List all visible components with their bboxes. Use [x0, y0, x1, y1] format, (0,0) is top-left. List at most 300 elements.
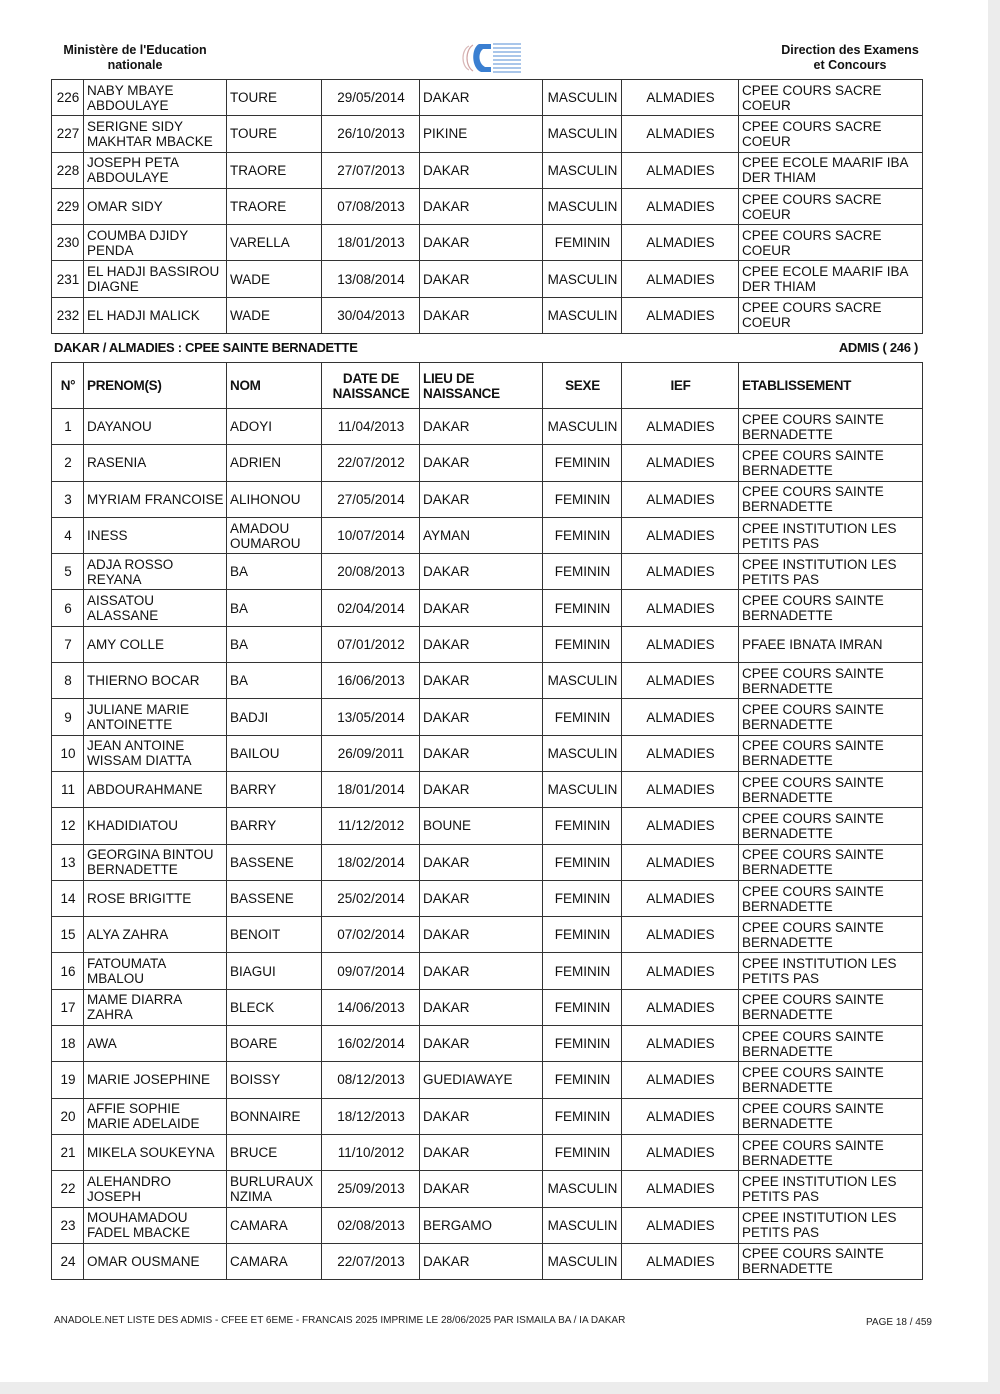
cell-number: 23	[52, 1207, 84, 1243]
cell-sexe: FEMININ	[543, 808, 622, 844]
cell-nom: ADOYI	[227, 409, 322, 445]
cell-lieu: DAKAR	[420, 481, 543, 517]
cell-sexe: MASCULIN	[543, 1243, 622, 1279]
cell-lieu: DAKAR	[420, 297, 543, 333]
cell-number: 20	[52, 1098, 84, 1134]
cell-etab: CPEE ECOLE MAARIF IBA DER THIAM	[739, 152, 923, 188]
cell-prenom: MIKELA SOUKEYNA	[84, 1134, 227, 1170]
cell-date: 02/08/2013	[322, 1207, 420, 1243]
cell-date: 30/04/2013	[322, 297, 420, 333]
table-row	[52, 1134, 923, 1170]
cell-date: 09/07/2014	[322, 953, 420, 989]
footer-print-info: ANADOLE.NET LISTE DES ADMIS - CFEE ET 6EME - FRANCAIS 2025 IMPRIME LE 28/06/2025 PAR ISMAILA BA / IA DAKAR	[54, 1315, 626, 1326]
cell-etab: CPEE COURS SACRE COEUR	[739, 225, 923, 261]
cell-sexe: FEMININ	[543, 917, 622, 953]
cell-date: 10/07/2014	[322, 517, 420, 553]
cell-prenom: OMAR SIDY	[84, 188, 227, 224]
cell-date: 13/05/2014	[322, 699, 420, 735]
ministry-header	[50, 43, 220, 73]
direction-header	[770, 43, 930, 73]
cell-etab: CPEE COURS SAINTE BERNADETTE	[739, 844, 923, 880]
cell-sexe: MASCULIN	[543, 663, 622, 699]
cell-prenom: MOUHAMADOU FADEL MBACKE	[84, 1207, 227, 1243]
cell-prenom: RASENIA	[84, 445, 227, 481]
table-row	[52, 953, 923, 989]
cell-number: 230	[52, 225, 84, 261]
cell-prenom: OMAR OUSMANE	[84, 1243, 227, 1279]
cell-prenom: ADJA ROSSO REYANA	[84, 554, 227, 590]
cell-ief: ALMADIES	[622, 517, 739, 553]
cell-prenom: EL HADJI MALICK	[84, 297, 227, 333]
cell-ief: ALMADIES	[622, 590, 739, 626]
cell-ief: ALMADIES	[622, 554, 739, 590]
cell-date: 25/02/2014	[322, 880, 420, 916]
cell-number: 21	[52, 1134, 84, 1170]
cell-prenom: ROSE BRIGITTE	[84, 880, 227, 916]
cell-ief: ALMADIES	[622, 626, 739, 662]
cell-lieu: DAKAR	[420, 152, 543, 188]
table-row	[52, 152, 923, 188]
table-row	[52, 808, 923, 844]
cell-date: 26/10/2013	[322, 116, 420, 152]
table-row	[52, 989, 923, 1025]
cell-lieu: DAKAR	[420, 188, 543, 224]
cell-number: 3	[52, 481, 84, 517]
table-row	[52, 188, 923, 224]
table-row	[52, 445, 923, 481]
cell-etab: CPEE COURS SAINTE BERNADETTE	[739, 735, 923, 771]
cell-etab: CPEE COURS SAINTE BERNADETTE	[739, 771, 923, 807]
results-table	[51, 362, 923, 1280]
col-header-ief: IEF	[622, 363, 739, 409]
cell-lieu: DAKAR	[420, 590, 543, 626]
cell-lieu: BERGAMO	[420, 1207, 543, 1243]
cell-nom: CAMARA	[227, 1207, 322, 1243]
cell-number: 229	[52, 188, 84, 224]
cell-etab: CPEE COURS SAINTE BERNADETTE	[739, 1026, 923, 1062]
cell-sexe: FEMININ	[543, 1134, 622, 1170]
cell-sexe: FEMININ	[543, 225, 622, 261]
cell-nom: BA	[227, 554, 322, 590]
cell-etab: CPEE COURS SAINTE BERNADETTE	[739, 808, 923, 844]
cell-nom: BOARE	[227, 1026, 322, 1062]
cell-prenom: SERIGNE SIDY MAKHTAR MBACKE	[84, 116, 227, 152]
cell-sexe: MASCULIN	[543, 188, 622, 224]
cell-nom: BARRY	[227, 771, 322, 807]
cell-sexe: MASCULIN	[543, 1207, 622, 1243]
cell-prenom: AFFIE SOPHIE MARIE ADELAIDE	[84, 1098, 227, 1134]
table-row	[52, 116, 923, 152]
cell-ief: ALMADIES	[622, 1134, 739, 1170]
cell-number: 232	[52, 297, 84, 333]
cell-ief: ALMADIES	[622, 1207, 739, 1243]
cell-ief: ALMADIES	[622, 225, 739, 261]
cell-prenom: JEAN ANTOINE WISSAM DIATTA	[84, 735, 227, 771]
cell-etab: CPEE COURS SAINTE BERNADETTE	[739, 445, 923, 481]
cell-nom: BADJI	[227, 699, 322, 735]
cell-sexe: MASCULIN	[543, 735, 622, 771]
cell-etab: CPEE COURS SACRE COEUR	[739, 80, 923, 116]
cell-prenom: FATOUMATA MBALOU	[84, 953, 227, 989]
cell-prenom: MYRIAM FRANCOISE	[84, 481, 227, 517]
cell-lieu: DAKAR	[420, 409, 543, 445]
cell-number: 231	[52, 261, 84, 297]
cell-sexe: FEMININ	[543, 481, 622, 517]
cell-date: 11/04/2013	[322, 409, 420, 445]
table-row	[52, 1171, 923, 1207]
cell-lieu: DAKAR	[420, 445, 543, 481]
cell-ief: ALMADIES	[622, 1243, 739, 1279]
cell-etab: CPEE COURS SACRE COEUR	[739, 297, 923, 333]
cell-number: 9	[52, 699, 84, 735]
cell-etab: CPEE ECOLE MAARIF IBA DER THIAM	[739, 261, 923, 297]
cell-etab: CPEE COURS SAINTE BERNADETTE	[739, 1134, 923, 1170]
cell-date: 08/12/2013	[322, 1062, 420, 1098]
cell-ief: ALMADIES	[622, 152, 739, 188]
table-row	[52, 663, 923, 699]
cell-nom: BONNAIRE	[227, 1098, 322, 1134]
table-row	[52, 699, 923, 735]
direction-line-1: Direction des Examens	[781, 43, 919, 57]
cell-nom: BARRY	[227, 808, 322, 844]
cell-etab: CPEE INSTITUTION LES PETITS PAS	[739, 1207, 923, 1243]
cell-date: 18/01/2014	[322, 771, 420, 807]
cell-ief: ALMADIES	[622, 735, 739, 771]
col-header-nom: NOM	[227, 363, 322, 409]
cell-lieu: BOUNE	[420, 808, 543, 844]
cell-nom: CAMARA	[227, 1243, 322, 1279]
cell-ief: ALMADIES	[622, 116, 739, 152]
cell-nom: BOISSY	[227, 1062, 322, 1098]
cell-prenom: ALEHANDRO JOSEPH	[84, 1171, 227, 1207]
cell-nom: VARELLA	[227, 225, 322, 261]
cell-ief: ALMADIES	[622, 188, 739, 224]
cell-etab: CPEE INSTITUTION LES PETITS PAS	[739, 953, 923, 989]
cell-date: 13/08/2014	[322, 261, 420, 297]
cell-etab: CPEE COURS SAINTE BERNADETTE	[739, 663, 923, 699]
table-row	[52, 409, 923, 445]
cell-ief: ALMADIES	[622, 481, 739, 517]
cell-prenom: ABDOURAHMANE	[84, 771, 227, 807]
cell-sexe: FEMININ	[543, 1062, 622, 1098]
table-row	[52, 880, 923, 916]
table-row	[52, 261, 923, 297]
cell-nom: TRAORE	[227, 188, 322, 224]
cell-prenom: MARIE JOSEPHINE	[84, 1062, 227, 1098]
cell-nom: WADE	[227, 297, 322, 333]
cell-ief: ALMADIES	[622, 297, 739, 333]
page-number: PAGE 18 / 459	[866, 1317, 932, 1328]
table-row	[52, 554, 923, 590]
table-row	[52, 225, 923, 261]
cell-number: 6	[52, 590, 84, 626]
cell-nom: BURLURAUX NZIMA	[227, 1171, 322, 1207]
cell-lieu: DAKAR	[420, 953, 543, 989]
ministry-line-2: nationale	[107, 58, 163, 72]
cell-lieu: DAKAR	[420, 626, 543, 662]
cell-number: 12	[52, 808, 84, 844]
cell-sexe: MASCULIN	[543, 152, 622, 188]
cell-sexe: MASCULIN	[543, 771, 622, 807]
cell-ief: ALMADIES	[622, 844, 739, 880]
cell-prenom: NABY MBAYE ABDOULAYE	[84, 80, 227, 116]
cell-ief: ALMADIES	[622, 1098, 739, 1134]
cell-lieu: DAKAR	[420, 880, 543, 916]
cell-etab: CPEE COURS SAINTE BERNADETTE	[739, 989, 923, 1025]
cell-lieu: DAKAR	[420, 1134, 543, 1170]
cell-etab: PFAEE IBNATA IMRAN	[739, 626, 923, 662]
cell-sexe: FEMININ	[543, 626, 622, 662]
cell-lieu: DAKAR	[420, 1098, 543, 1134]
cell-nom: BLECK	[227, 989, 322, 1025]
cell-date: 07/08/2013	[322, 188, 420, 224]
cell-date: 26/09/2011	[322, 735, 420, 771]
cell-ief: ALMADIES	[622, 989, 739, 1025]
cell-ief: ALMADIES	[622, 1062, 739, 1098]
cell-lieu: DAKAR	[420, 1171, 543, 1207]
cell-date: 16/06/2013	[322, 663, 420, 699]
cell-prenom: GEORGINA BINTOU BERNADETTE	[84, 844, 227, 880]
cell-lieu: DAKAR	[420, 1026, 543, 1062]
cell-sexe: FEMININ	[543, 1026, 622, 1062]
cell-lieu: DAKAR	[420, 771, 543, 807]
cell-etab: CPEE COURS SAINTE BERNADETTE	[739, 699, 923, 735]
cell-ief: ALMADIES	[622, 771, 739, 807]
ministry-line-1: Ministère de l'Education	[63, 43, 207, 57]
cell-ief: ALMADIES	[622, 663, 739, 699]
cell-ief: ALMADIES	[622, 445, 739, 481]
cell-number: 17	[52, 989, 84, 1025]
col-header-date: DATE DE NAISSANCE	[322, 363, 420, 409]
cell-number: 11	[52, 771, 84, 807]
col-header-sexe: SEXE	[543, 363, 622, 409]
cell-date: 27/07/2013	[322, 152, 420, 188]
cell-etab: CPEE COURS SAINTE BERNADETTE	[739, 590, 923, 626]
cell-etab: CPEE COURS SACRE COEUR	[739, 116, 923, 152]
cell-prenom: JULIANE MARIE ANTOINETTE	[84, 699, 227, 735]
table-row	[52, 771, 923, 807]
cell-date: 20/08/2013	[322, 554, 420, 590]
cell-ief: ALMADIES	[622, 80, 739, 116]
cell-number: 4	[52, 517, 84, 553]
cell-nom: BASSENE	[227, 880, 322, 916]
cell-ief: ALMADIES	[622, 1026, 739, 1062]
cell-sexe: FEMININ	[543, 1098, 622, 1134]
cell-prenom: ALYA ZAHRA	[84, 917, 227, 953]
cell-number: 5	[52, 554, 84, 590]
cell-prenom: COUMBA DJIDY PENDA	[84, 225, 227, 261]
cell-lieu: DAKAR	[420, 225, 543, 261]
cell-nom: BA	[227, 663, 322, 699]
cell-ief: ALMADIES	[622, 1171, 739, 1207]
cell-date: 18/01/2013	[322, 225, 420, 261]
cell-number: 24	[52, 1243, 84, 1279]
cell-prenom: JOSEPH PETA ABDOULAYE	[84, 152, 227, 188]
table-row	[52, 1207, 923, 1243]
cell-prenom: EL HADJI BASSIROU DIAGNE	[84, 261, 227, 297]
cell-lieu: DAKAR	[420, 844, 543, 880]
cell-etab: CPEE COURS SAINTE BERNADETTE	[739, 880, 923, 916]
table-row	[52, 844, 923, 880]
cell-sexe: FEMININ	[543, 445, 622, 481]
cell-lieu: DAKAR	[420, 261, 543, 297]
cell-lieu: DAKAR	[420, 735, 543, 771]
cell-sexe: FEMININ	[543, 590, 622, 626]
table-header-row	[52, 363, 923, 409]
cell-lieu: DAKAR	[420, 917, 543, 953]
cell-number: 15	[52, 917, 84, 953]
section-title: DAKAR / ALMADIES : CPEE SAINTE BERNADETTE	[54, 340, 358, 355]
cell-sexe: FEMININ	[543, 699, 622, 735]
continued-results-table	[51, 79, 923, 334]
cell-nom: TRAORE	[227, 152, 322, 188]
table-row	[52, 80, 923, 116]
cell-date: 16/02/2014	[322, 1026, 420, 1062]
cell-ief: ALMADIES	[622, 880, 739, 916]
cell-lieu: DAKAR	[420, 1243, 543, 1279]
cell-date: 07/02/2014	[322, 917, 420, 953]
cell-lieu: GUEDIAWAYE	[420, 1062, 543, 1098]
cell-nom: TOURE	[227, 80, 322, 116]
cell-etab: CPEE COURS SAINTE BERNADETTE	[739, 1243, 923, 1279]
cell-sexe: MASCULIN	[543, 1171, 622, 1207]
cell-sexe: FEMININ	[543, 554, 622, 590]
cell-date: 11/12/2012	[322, 808, 420, 844]
cell-sexe: MASCULIN	[543, 80, 622, 116]
cell-etab: CPEE INSTITUTION LES PETITS PAS	[739, 1171, 923, 1207]
cell-ief: ALMADIES	[622, 953, 739, 989]
cell-lieu: PIKINE	[420, 116, 543, 152]
cell-sexe: MASCULIN	[543, 116, 622, 152]
cell-ief: ALMADIES	[622, 261, 739, 297]
cell-prenom: AISSATOU ALASSANE	[84, 590, 227, 626]
cell-nom: BRUCE	[227, 1134, 322, 1170]
cell-lieu: DAKAR	[420, 80, 543, 116]
col-header-n: N°	[52, 363, 84, 409]
cell-number: 18	[52, 1026, 84, 1062]
cell-nom: AMADOU OUMAROU	[227, 517, 322, 553]
cell-date: 07/01/2012	[322, 626, 420, 662]
cell-nom: BAILOU	[227, 735, 322, 771]
cell-etab: CPEE COURS SAINTE BERNADETTE	[739, 409, 923, 445]
cell-sexe: FEMININ	[543, 953, 622, 989]
cell-number: 13	[52, 844, 84, 880]
cell-nom: ALIHONOU	[227, 481, 322, 517]
cell-date: 02/04/2014	[322, 590, 420, 626]
table-row	[52, 917, 923, 953]
col-header-lieu: LIEU DE NAISSANCE	[420, 363, 543, 409]
cell-number: 227	[52, 116, 84, 152]
table-row	[52, 297, 923, 333]
cell-number: 1	[52, 409, 84, 445]
cell-prenom: MAME DIARRA ZAHRA	[84, 989, 227, 1025]
table-row	[52, 481, 923, 517]
cell-number: 226	[52, 80, 84, 116]
cell-prenom: THIERNO BOCAR	[84, 663, 227, 699]
cell-date: 18/02/2014	[322, 844, 420, 880]
cell-sexe: FEMININ	[543, 989, 622, 1025]
cell-ief: ALMADIES	[622, 808, 739, 844]
cell-date: 27/05/2014	[322, 481, 420, 517]
cell-sexe: FEMININ	[543, 844, 622, 880]
cell-number: 16	[52, 953, 84, 989]
cell-prenom: DAYANOU	[84, 409, 227, 445]
cell-sexe: FEMININ	[543, 880, 622, 916]
table-row	[52, 517, 923, 553]
cell-nom: BENOIT	[227, 917, 322, 953]
cell-number: 14	[52, 880, 84, 916]
cell-etab: CPEE COURS SAINTE BERNADETTE	[739, 1062, 923, 1098]
cell-lieu: DAKAR	[420, 554, 543, 590]
cell-ief: ALMADIES	[622, 917, 739, 953]
cell-date: 22/07/2012	[322, 445, 420, 481]
cell-nom: BASSENE	[227, 844, 322, 880]
cell-nom: BIAGUI	[227, 953, 322, 989]
section-heading	[54, 340, 920, 356]
col-header-etab: ETABLISSEMENT	[739, 363, 923, 409]
cell-sexe: MASCULIN	[543, 409, 622, 445]
table-row	[52, 735, 923, 771]
col-header-prenom: PRENOM(S)	[84, 363, 227, 409]
cell-date: 14/06/2013	[322, 989, 420, 1025]
cell-etab: CPEE COURS SAINTE BERNADETTE	[739, 481, 923, 517]
cell-prenom: KHADIDIATOU	[84, 808, 227, 844]
cell-lieu: DAKAR	[420, 663, 543, 699]
cell-prenom: AMY COLLE	[84, 626, 227, 662]
cell-number: 19	[52, 1062, 84, 1098]
cell-etab: CPEE COURS SAINTE BERNADETTE	[739, 1098, 923, 1134]
cell-nom: TOURE	[227, 116, 322, 152]
table-row	[52, 626, 923, 662]
table-row	[52, 1062, 923, 1098]
cell-sexe: MASCULIN	[543, 261, 622, 297]
cell-sexe: FEMININ	[543, 517, 622, 553]
cell-number: 7	[52, 626, 84, 662]
cell-nom: WADE	[227, 261, 322, 297]
cell-lieu: DAKAR	[420, 989, 543, 1025]
cell-nom: ADRIEN	[227, 445, 322, 481]
table-row	[52, 1243, 923, 1279]
cell-prenom: INESS	[84, 517, 227, 553]
cell-number: 2	[52, 445, 84, 481]
cell-nom: BA	[227, 626, 322, 662]
cell-sexe: MASCULIN	[543, 297, 622, 333]
cell-number: 10	[52, 735, 84, 771]
cell-ief: ALMADIES	[622, 409, 739, 445]
ministry-logo-icon	[457, 40, 523, 76]
cell-date: 29/05/2014	[322, 80, 420, 116]
cell-etab: CPEE INSTITUTION LES PETITS PAS	[739, 554, 923, 590]
cell-etab: CPEE COURS SACRE COEUR	[739, 188, 923, 224]
cell-number: 228	[52, 152, 84, 188]
table-row	[52, 590, 923, 626]
admis-count: ADMIS ( 246 )	[838, 340, 918, 355]
cell-date: 11/10/2012	[322, 1134, 420, 1170]
table-row	[52, 1098, 923, 1134]
cell-ief: ALMADIES	[622, 699, 739, 735]
direction-line-2: et Concours	[813, 58, 887, 72]
cell-etab: CPEE COURS SAINTE BERNADETTE	[739, 917, 923, 953]
cell-etab: CPEE INSTITUTION LES PETITS PAS	[739, 517, 923, 553]
cell-number: 22	[52, 1171, 84, 1207]
cell-date: 25/09/2013	[322, 1171, 420, 1207]
cell-date: 18/12/2013	[322, 1098, 420, 1134]
cell-number: 8	[52, 663, 84, 699]
cell-date: 22/07/2013	[322, 1243, 420, 1279]
table-row	[52, 1026, 923, 1062]
cell-lieu: AYMAN	[420, 517, 543, 553]
cell-lieu: DAKAR	[420, 699, 543, 735]
